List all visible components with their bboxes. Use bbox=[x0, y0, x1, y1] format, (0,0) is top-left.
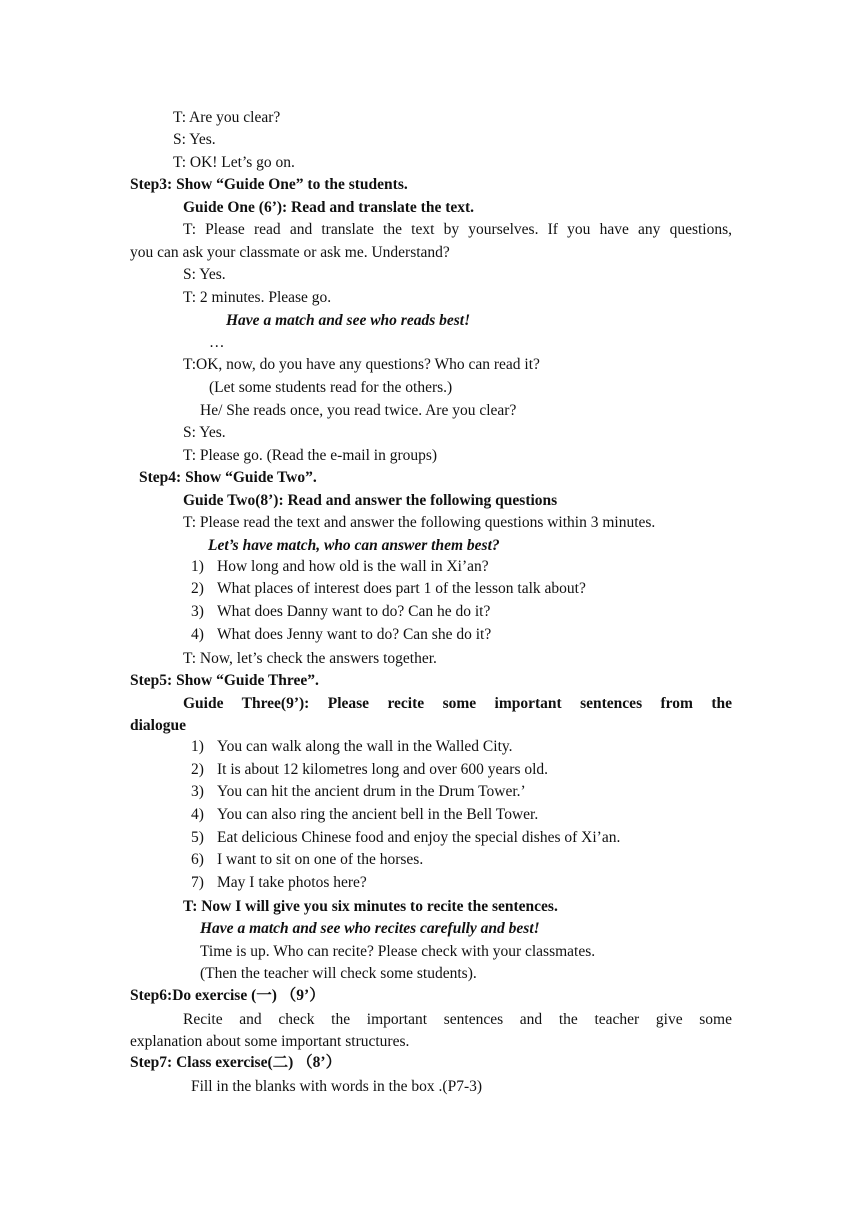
item-number: 7) bbox=[191, 874, 204, 891]
text-line: T: Please read and translate the text by yourselves. If you have any questions, bbox=[183, 221, 732, 238]
numbered-item bbox=[191, 579, 586, 599]
text-line: T: Are you clear? bbox=[173, 109, 281, 126]
heading-line: Step6:Do exercise (一) （9’） bbox=[130, 987, 325, 1004]
text-line: you can ask your classmate or ask me. Understand? bbox=[130, 244, 450, 261]
emphasis-line: Have a match and see who reads best! bbox=[226, 312, 471, 329]
item-number: 3) bbox=[191, 783, 204, 800]
numbered-item bbox=[191, 557, 489, 577]
item-text: You can also ring the ancient bell in the Bell Tower. bbox=[217, 806, 539, 823]
text-line: Fill in the blanks with words in the box .(P7-3) bbox=[191, 1078, 483, 1095]
item-text: I want to sit on one of the horses. bbox=[217, 851, 424, 868]
text-line: T: Please read the text and answer the following questions within 3 minutes. bbox=[183, 514, 656, 531]
emphasis-line: Have a match and see who recites carefully and best! bbox=[200, 920, 540, 937]
item-number: 6) bbox=[191, 851, 204, 868]
numbered-item bbox=[191, 805, 538, 825]
item-number: 2) bbox=[191, 580, 204, 597]
item-text: How long and how old is the wall in Xi’an? bbox=[217, 558, 489, 575]
heading-line: Step3: Show “Guide One” to the students. bbox=[130, 176, 408, 193]
text-line: He/ She reads once, you read twice. Are you clear? bbox=[200, 402, 517, 419]
numbered-item bbox=[191, 737, 513, 757]
item-text: You can walk along the wall in the Walled City. bbox=[217, 738, 513, 755]
text-line: Recite and check the important sentences and the teacher give some bbox=[183, 1011, 732, 1028]
numbered-item bbox=[191, 782, 526, 802]
text-line: T: 2 minutes. Please go. bbox=[183, 289, 332, 306]
heading-line: Step7: Class exercise(二) （8’） bbox=[130, 1054, 342, 1071]
numbered-item bbox=[191, 828, 620, 848]
text-line: … bbox=[209, 334, 225, 351]
item-number: 1) bbox=[191, 558, 204, 575]
item-number: 1) bbox=[191, 738, 204, 755]
text-line: S: Yes. bbox=[183, 266, 226, 283]
numbered-item bbox=[191, 760, 548, 780]
numbered-item bbox=[191, 873, 367, 893]
heading-line: Guide Three(9’): Please recite some important sentences from the bbox=[183, 695, 732, 712]
text-line: (Let some students read for the others.) bbox=[209, 379, 453, 396]
text-line: T: OK! Let’s go on. bbox=[173, 154, 295, 171]
item-text: May I take photos here? bbox=[217, 874, 367, 891]
text-line: (Then the teacher will check some students). bbox=[200, 965, 477, 982]
numbered-item bbox=[191, 602, 490, 622]
text-line: S: Yes. bbox=[183, 424, 226, 441]
item-text: What does Danny want to do? Can he do it? bbox=[217, 603, 491, 620]
item-number: 4) bbox=[191, 806, 204, 823]
item-text: You can hit the ancient drum in the Drum Tower.’ bbox=[217, 783, 526, 800]
heading-line: Guide One (6’): Read and translate the text. bbox=[183, 199, 475, 216]
emphasis-line: Let’s have match, who can answer them best? bbox=[208, 537, 500, 554]
item-number: 4) bbox=[191, 626, 204, 643]
numbered-item bbox=[191, 625, 491, 645]
heading-line: T: Now I will give you six minutes to recite the sentences. bbox=[183, 898, 558, 915]
heading-line: dialogue bbox=[130, 717, 186, 734]
text-line: T:OK, now, do you have any questions? Who can read it? bbox=[183, 356, 540, 373]
text-line: S: Yes. bbox=[173, 131, 216, 148]
heading-line: Step4: Show “Guide Two”. bbox=[139, 469, 317, 486]
item-number: 2) bbox=[191, 761, 204, 778]
heading-line: Step5: Show “Guide Three”. bbox=[130, 672, 319, 689]
text-line: T: Please go. (Read the e-mail in groups) bbox=[183, 447, 438, 464]
item-text: It is about 12 kilometres long and over 600 years old. bbox=[217, 761, 549, 778]
item-text: What places of interest does part 1 of the lesson talk about? bbox=[217, 580, 586, 597]
text-line: T: Now, let’s check the answers together. bbox=[183, 650, 437, 667]
numbered-item bbox=[191, 850, 423, 870]
item-text: Eat delicious Chinese food and enjoy the special dishes of Xi’an. bbox=[217, 829, 621, 846]
text-line: Time is up. Who can recite? Please check with your classmates. bbox=[200, 943, 596, 960]
text-line: explanation about some important structures. bbox=[130, 1033, 410, 1050]
item-number: 3) bbox=[191, 603, 204, 620]
item-number: 5) bbox=[191, 829, 204, 846]
heading-line: Guide Two(8’): Read and answer the following questions bbox=[183, 492, 558, 509]
item-text: What does Jenny want to do? Can she do it? bbox=[217, 626, 492, 643]
